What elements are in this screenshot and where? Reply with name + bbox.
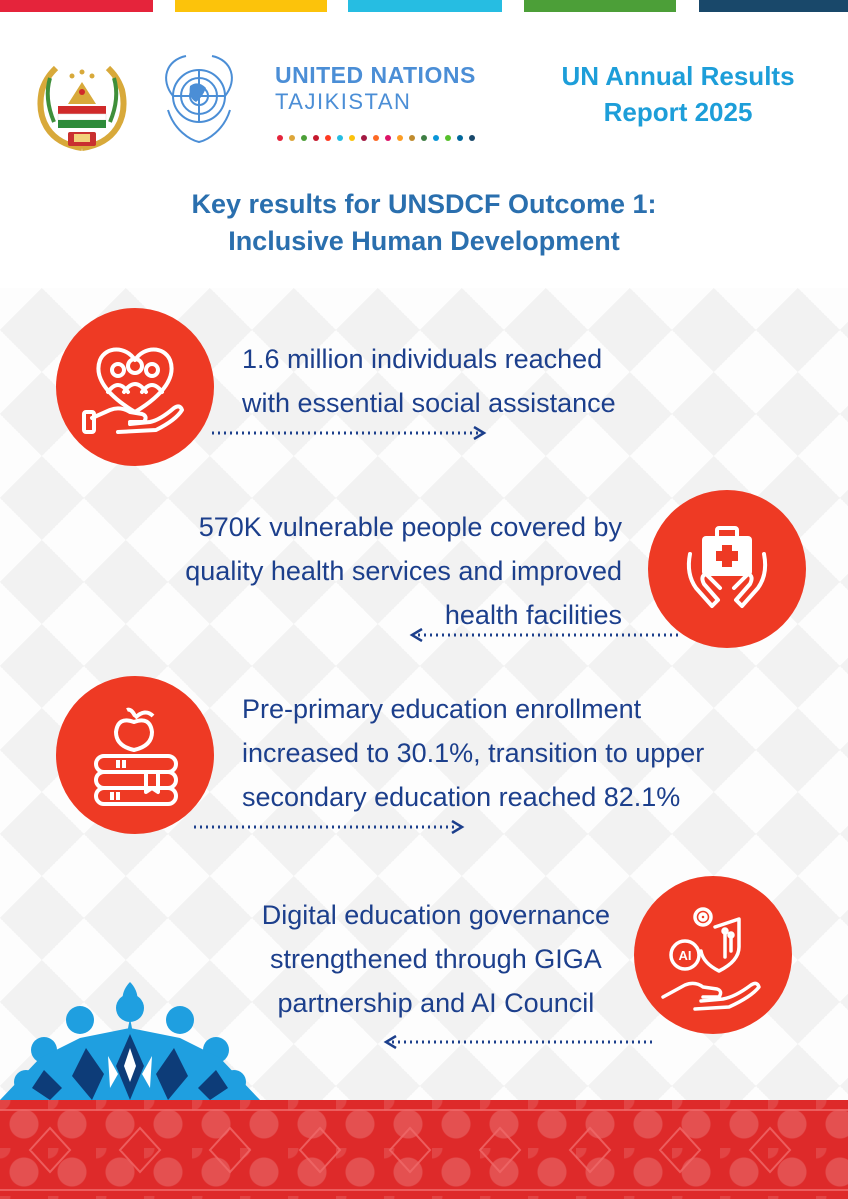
org-name: UNITED NATIONS [275,62,476,88]
top-bar-cyan [348,0,502,12]
result-1-icon-circle [56,308,214,466]
report-title-line2: Report 2025 [603,97,753,127]
result-4-line3: partnership and AI Council [277,988,595,1018]
result-2-icon-circle [648,490,806,648]
result-4-icon-circle [634,876,792,1034]
result-1-arrow-icon [212,426,488,440]
org-country: TAJIKISTAN [275,89,412,114]
result-2-line2: quality health services and improved [185,556,622,586]
result-2-text [185,505,622,637]
sdg-dot [349,135,355,141]
result-3-line2: increased to 30.1%, transition to upper [242,738,705,768]
sdg-dot [469,135,475,141]
key-title-line2: Inclusive Human Development [228,226,620,256]
sdg-dot [457,135,463,141]
sdg-dot [361,135,367,141]
un-emblem-icon [146,50,252,150]
report-title-line1: UN Annual Results [561,61,795,91]
sdg-dot [385,135,391,141]
sdg-color-dots [277,128,481,136]
sdg-dot [325,135,331,141]
result-1-line1: 1.6 million individuals reached [242,344,603,374]
result-3-text [242,687,704,819]
result-1-line2: with essential social assistance [242,388,616,418]
decorative-ornament-icon [0,978,260,1100]
medical-kit-hands-icon [672,514,782,624]
result-2-arrow-icon [408,628,678,642]
sdg-dot [397,135,403,141]
sdg-dot [409,135,415,141]
top-bar-yellow [175,0,327,12]
sdg-dot [421,135,427,141]
sdg-dot [313,135,319,141]
sdg-dot [277,135,283,141]
result-3-arrow-icon [194,820,466,834]
sdg-dot [301,135,307,141]
sdg-dot [445,135,451,141]
footer-ornament-pattern [0,1100,848,1199]
heart-family-hand-icon [80,332,190,442]
result-4-line2: strengthened through GIGA [270,944,602,974]
result-4-arrow-icon [382,1035,656,1049]
svg-text:AI: AI [678,948,692,963]
books-apple-icon [76,696,194,814]
result-2-line1: 570K vulnerable people covered by [198,512,622,542]
result-3-line1: Pre-primary education enrollment [242,694,642,724]
top-color-bars [0,0,848,12]
top-bar-red [0,0,153,12]
sdg-dot [433,135,439,141]
result-3-icon-circle [56,676,214,834]
sdg-dot [373,135,379,141]
sdg-dot [337,135,343,141]
key-results-title [0,186,848,260]
result-4-line1: Digital education governance [261,900,610,930]
header [0,40,848,160]
result-1-text [242,337,616,425]
result-4-text [262,893,610,1025]
top-bar-green [524,0,676,12]
key-title-line1: Key results for UNSDCF Outcome 1: [191,189,657,219]
result-3-line3: secondary education reached 82.1% [242,782,681,812]
report-title [548,58,808,130]
sdg-dot [289,135,295,141]
top-bar-navy [699,0,848,12]
tajikistan-emblem-icon [28,48,136,156]
result-2-line3: health facilities [444,600,622,630]
ai-shield-hand-icon [655,897,771,1013]
